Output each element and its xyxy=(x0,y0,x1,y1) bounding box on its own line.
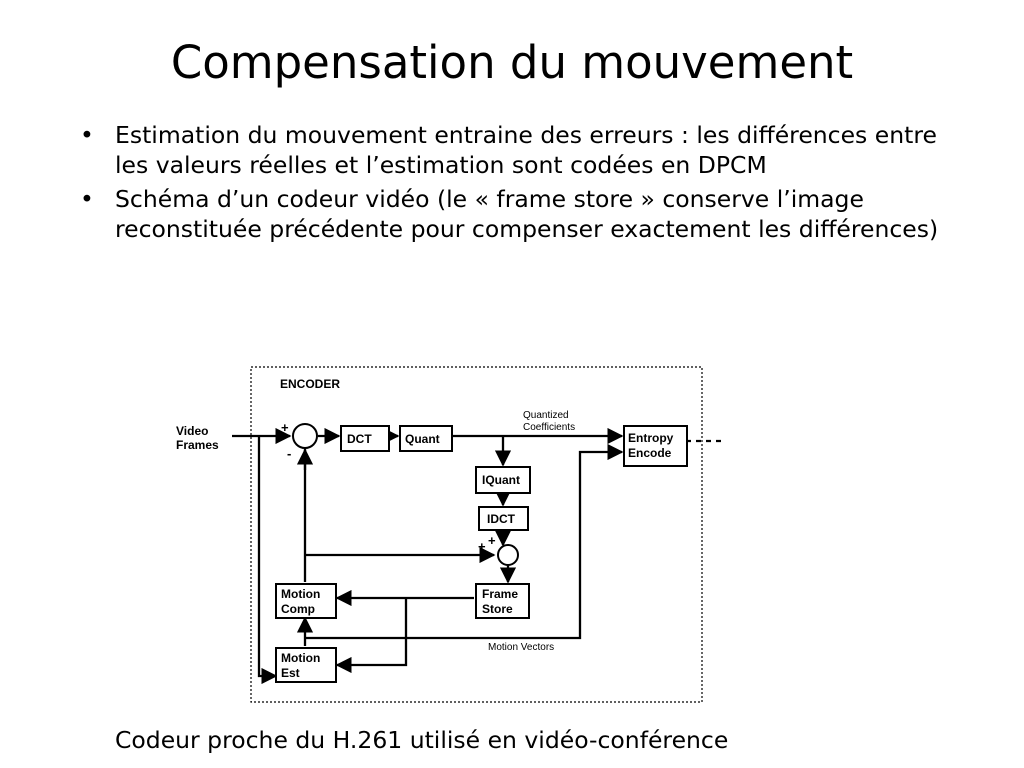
motion-vectors-label: Motion Vectors xyxy=(488,642,555,653)
quantized-label: Coefficients xyxy=(523,422,576,433)
plus-sign: + xyxy=(281,420,289,435)
bullet-icon: • xyxy=(80,121,94,149)
minus-sign: - xyxy=(287,446,292,461)
motion-vectors-line xyxy=(305,452,622,638)
bullet-icon: • xyxy=(80,185,94,213)
bullet-text: Estimation du mouvement entraine des erreurs : les différences entre les valeurs réelles et l’estimation sont codées en DPCM xyxy=(115,121,937,179)
entropy-label: Entropy xyxy=(628,431,674,445)
quantized-label: Quantized xyxy=(523,410,569,421)
bullet-list xyxy=(80,120,950,248)
slide-caption: Codeur proche du H.261 utilisé en vidéo-conférence xyxy=(115,726,729,754)
motion-est-label: Motion xyxy=(281,651,321,665)
dct-label: DCT xyxy=(347,432,372,446)
frame-store-label: Frame xyxy=(482,587,519,601)
motion-comp-label: Motion xyxy=(281,587,321,601)
bullet-text: Schéma d’un codeur vidéo (le « frame store » conserve l’image reconstituée précédente pour compenser exactement les différences) xyxy=(115,185,939,243)
plus-sign: + xyxy=(478,539,486,554)
quant-label: Quant xyxy=(405,432,440,446)
bullet-item xyxy=(80,120,950,180)
entropy-label: Encode xyxy=(628,446,672,460)
input-label: Video xyxy=(176,424,209,438)
input-branch xyxy=(259,436,276,676)
bullet-item xyxy=(80,184,950,244)
motion-est-label: Est xyxy=(281,666,300,680)
encoder-label: ENCODER xyxy=(280,377,341,391)
plus-sign: + xyxy=(488,533,496,548)
motion-comp-label: Comp xyxy=(281,602,315,616)
arrow-framestore-mest xyxy=(337,598,406,665)
frame-store-label: Store xyxy=(482,602,513,616)
input-label: Frames xyxy=(176,438,219,452)
iquant-label: IQuant xyxy=(482,473,520,487)
slide-title: Compensation du mouvement xyxy=(170,36,854,89)
encoder-diagram xyxy=(170,360,750,710)
idct-label: IDCT xyxy=(487,512,515,526)
summer-circle xyxy=(293,424,317,448)
summer-circle xyxy=(498,545,518,565)
